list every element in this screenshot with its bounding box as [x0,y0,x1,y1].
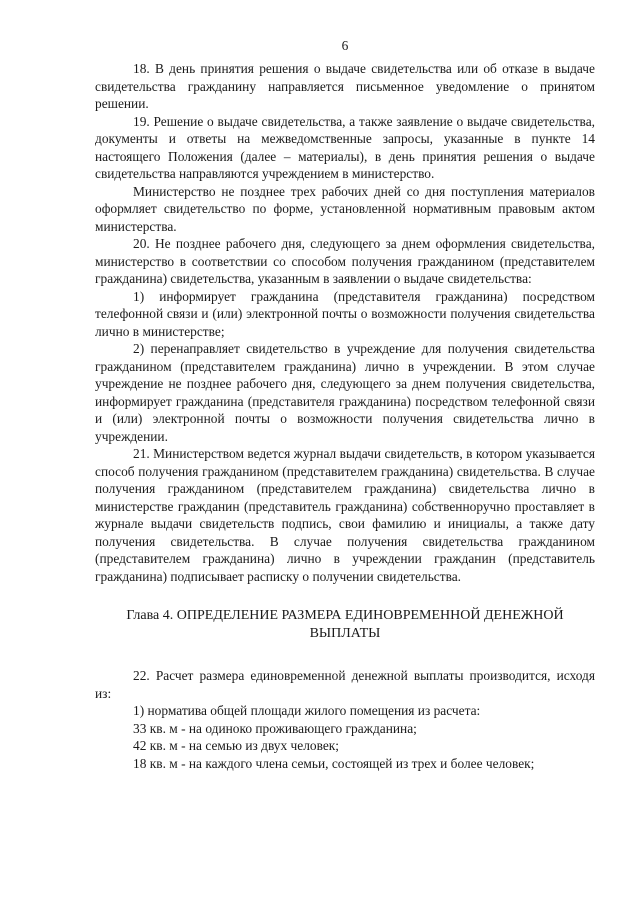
list-item: 1) норматива общей площади жилого помещения из расчета: [133,703,481,718]
paragraph-20-item-1: 1) информирует гражданина (представителя гражданина) посредством телефонной связи и (или) электронной почты о возможности получения свидетельства лично в министерстве; [95,288,595,339]
paragraph-22: 22. Расчет размера единовременной денежной выплаты производится, исходя из: [95,668,595,701]
document-body [95,60,595,772]
paragraph-21: 21. Министерством ведется журнал выдачи свидетельств, в котором указывается способ получения гражданином (представителем гражданина) свидетельства. В случае получения гражданином (представителем гражданина) свидетельства лично в министерстве гражданин (представитель гражданина) собственноручно проставляет в журнале выдачи свидетельств подпись, свои фамилию и инициалы, а также дату получения свидетельства. В случае получения свидетельства гражданином (представителем гражданина) лично в учреждении гражданин (представитель гражданина) подписывает расписку о получении свидетельства. [95,446,595,584]
paragraph-20-item-2: 2) перенаправляет свидетельство в учреждение для получения свидетельства гражданином (представителем гражданина) лично в учреждении. В этом случае учреждение не позднее рабочего дня, следующего за днем получения свидетельства, информирует гражданина (представителя гражданина) посредством телефонной связи и (или) электронной почты о возможности получения свидетельства лично в учреждении. [95,341,595,444]
list-item: 18 кв. м - на каждого члена семьи, состоящей из трех и более человек; [133,755,535,771]
paragraph-20: 20. Не позднее рабочего дня, следующего за днем оформления свидетельства, министерство в соответствии со способом получения гражданином (представителем гражданина) свидетельства, указанным в заявлении о выдаче свидетельства: [95,236,595,286]
list-item: 33 кв. м - на одиноко проживающего гражданина; [133,720,417,736]
chapter-title: Глава 4. ОПРЕДЕЛЕНИЕ РАЗМЕРА ЕДИНОВРЕМЕННОЙ ДЕНЕЖНОЙ ВЫПЛАТЫ [126,608,564,641]
paragraph-19: 19. Решение о выдаче свидетельства, а также заявление о выдаче свидетельства, документы и ответы на межведомственные запросы, указанные в пункте 14 настоящего Положения (далее – материалы), в день принятия решения о выдаче свидетельства направляются учреждением в министерство. [95,113,595,181]
paragraph-18: 18. В день принятия решения о выдаче свидетельства или об отказе в выдаче свидетельства гражданину направляется письменное уведомление о принятом решении. [95,61,595,111]
chapter-spacer [95,643,595,667]
list-item: 42 кв. м - на семью из двух человек; [133,738,340,753]
paragraph-ministry-deadline: Министерство не позднее трех рабочих дней со дня поступления материалов оформляет свидетельство по форме, установленной нормативным правовым актом министерства. [95,183,595,234]
page-number: 6 [341,38,349,53]
